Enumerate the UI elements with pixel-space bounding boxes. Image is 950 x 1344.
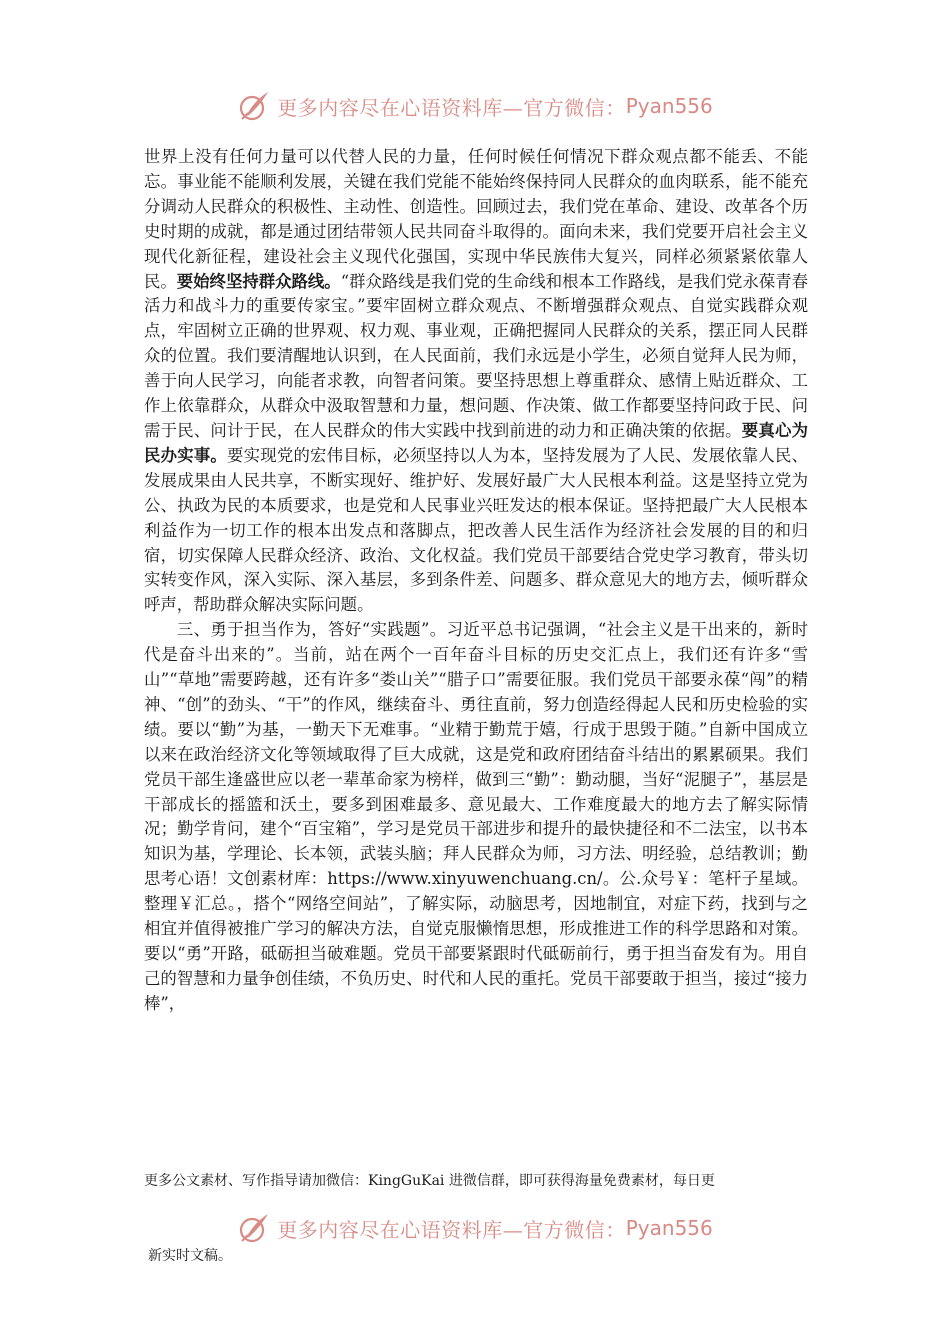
banner-text: 更多内容尽在心语资料库—官方微信： <box>277 1217 626 1242</box>
p1-text-e: 要实现党的宏伟目标，必须坚持以人为本，坚持发展为了人民、发展依靠人民、发展成果由人民共享，不断实现好、维护好、发展好最广大人民根本利益。这是坚持立党为公、执政为民的本质要求，也是党和人民事业兴旺发达的根本保证。坚持把最广大人民根本利益作为一切工作的根本出发点和落脚点，把改善人民生活作为经济社会发展的目的和归宿，切实保障人民群众经济、政治、文化权益。我们党员干部要结合党史学习教育，带头切实转变作风，深入实际、深入基层，多到条件差、问题多、群众意见大的地方去，倾听群众呼声，帮助群众解决实际问题。 <box>144 445 809 615</box>
p1-text-c: “群众路线是我们党的生命线和根本工作路线，是我们党永葆青春活力和战斗力的重要传家宝。”要牢固树立群众观点、不断增强群众观点、自觉实践群众观点，牢固树立正确的世界观、权力观、事业观，正确把握同人民群众的关系，摆正同人民群众的位置。我们要清醒地认识到，在人民面前，我们永远是小学生，必须自觉拜人民为师，善于向人民学习，向能者求教，向智者问策。要坚持思想上尊重群众、感情上贴近群众、工作上依靠群众，从群众中汲取智慧和力量，想问题、作决策、做工作都要坚持问政于民、问需于民、问计于民，在人民群众的伟大实践中找到前进的动力和正确决策的依据。 <box>144 271 809 440</box>
p1-text-a: 世界上没有任何力量可以代替人民的力量，任何时候任何情况下群众观点都不能丢、不能忘。事业能不能顺利发展，关键在我们党能不能始终保持同人民群众的血肉联系，能不能充分调动人民群众的积极性、主动性、创造性。回顾过去，我们党在革命、建设、改革各个历史时期的成就，都是通过团结带领人民共同奋斗取得的。面向未来，我们党要开启社会主义现代化新征程，建设社会主义现代化强国，实现中华民族伟大复兴，同样必须紧紧依靠人民。 <box>144 147 808 291</box>
footer-watermark-banner <box>0 1206 950 1250</box>
paragraph-2: 三、勇于担当作为，答好“实践题”。习近平总书记强调，“社会主义是干出来的，新时代是奋斗出来的”。当前，站在两个一百年奋斗目标的历史交汇点上，我们还有许多“雪山”“草地”需要跨越，还有许多“娄山关”“腊子口”需要征服。我们党员干部要永葆“闯”的精神、“创”的劲头、“干”的作风，继续奋斗、勇往直前，努力创造经得起人民和历史检验的实绩。要以“勤”为基，一勤天下无难事。“业精于勤荒于嬉，行成于思毁于随。”自新中国成立以来在政治经济文化等领域取得了巨大成就，这是党和政府团结奋斗结出的累累硕果。我们党员干部生逢盛世应以老一辈革命家为榜样，做到三“勤”：勤动腿，当好“泥腿子”，基层是干部成长的摇篮和沃土，要多到困难最多、意见最大、工作难度最大的地方去了解实际情况；勤学肯问，建个“百宝箱”，学习是党员干部进步和提升的最快捷径和不二法宝，以书本知识为基，学理论、长本领，武装头脑；拜人民群众为师，习方法、明经验，总结教训；勤思考心语！文创素材库：https://www.xinyuwenchuang.cn/。公.众号￥：笔杆子星域。整理￥汇总。，搭个“网络空间站”，了解实际，动脑思考，因地制宜，对症下药，找到与之相宜并值得被推广学习的解决方法，自觉克服懒惰思想，形成推进工作的科学思路和对策。要以“勇”开路，砥砺担当破难题。党员干部要紧跟时代砥砺前行，勇于担当奋发有为。用自己的智慧和力量争创佳绩，不负历史、时代和人民的重托。党员干部要敢于担当，接过“接力棒”， <box>144 620 809 1013</box>
p1-heading-mass-line: 要始终坚持群众路线。 <box>176 271 341 291</box>
article-body <box>144 145 808 1017</box>
paragraph-1 <box>144 145 808 618</box>
banner-wechat-id: Pyan556 <box>625 1216 713 1240</box>
footer-note-tail: 新实时文稿。 <box>148 1248 232 1264</box>
banner-text: 更多内容尽在心语资料库—官方微信： <box>277 95 626 120</box>
banner-wechat-id: Pyan556 <box>625 94 713 118</box>
quill-logo-icon <box>237 89 271 123</box>
header-watermark-banner <box>0 84 950 128</box>
quill-logo-icon <box>237 1211 271 1245</box>
p1-heading-serve-people: 要真心为民办实事。 <box>144 420 809 465</box>
footer-note: 更多公文素材、写作指导请加微信：KingGuKai 进微信群，即可获得海量免费素材，每日更 <box>144 1173 715 1189</box>
